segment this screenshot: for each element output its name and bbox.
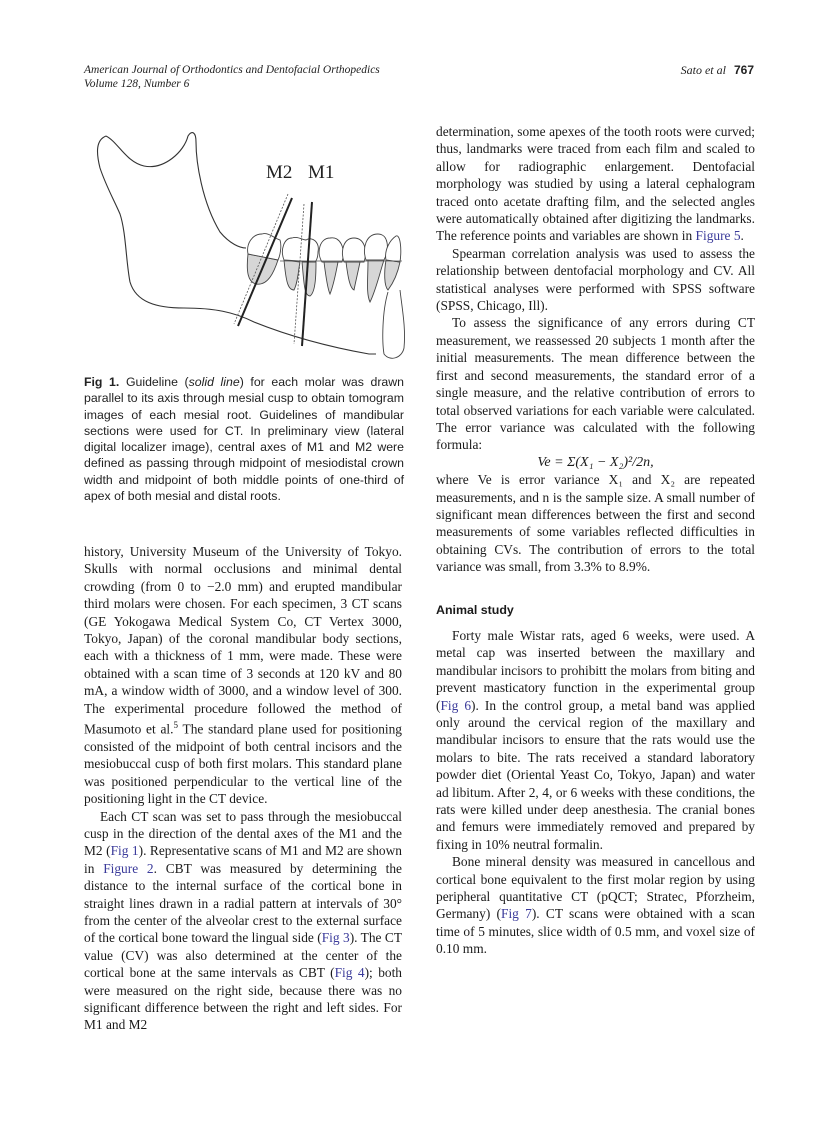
caption-text-rest: ) for each molar was drawn parallel to its axis through mesial cusp to obtain tomogram images of each mesial root. Guidelines of mandibular sections were used for CT. In preliminary view (lateral digital localizer image), central axes of M1 and M2 were defined as passing through midpoint of mesiodistal crown width and midpoint of both middle points of one-third of apex of both mesial and distal roots.	[84, 375, 404, 504]
paragraph	[436, 123, 755, 245]
figure-1-caption	[84, 374, 404, 504]
mandible-illustration	[84, 122, 414, 367]
link-fig-6[interactable]: Fig 6	[440, 697, 472, 713]
text: Forty male Wistar rats, aged 6 weeks, were used. A metal cap was inserted between the maxillary and mandibular incisors to prohibitt the molars from biting and prevent masticatory function in the experimental group (	[436, 627, 755, 713]
text: .	[740, 228, 744, 244]
link-figure-2[interactable]: Figure 2	[103, 860, 154, 876]
journal-volume: Volume 128, Number 6	[84, 78, 190, 90]
running-head	[84, 63, 754, 91]
paragraph	[436, 853, 755, 957]
link-figure-5[interactable]: Figure 5	[695, 228, 741, 244]
page-header-right	[681, 63, 754, 77]
label-m2: M2	[266, 162, 293, 183]
text: determination, some apexes of the tooth roots were curved; thus, landmarks were traced from each film and scaled to allow for radiographic enlargement. Dentofacial morphology was studied by using a lateral cephalogram traced onto acetate drafting film, and the selected angles were automatically obtained after digitizing the landmarks. The reference points and variables are shown in	[436, 124, 755, 244]
left-column	[84, 543, 402, 1034]
paragraph: To assess the significance of any errors during CT measurement, we reassessed 20 subjects 1 month after the initial measurements. The mean difference between the first and second measurements, the standard error of a single measure, and the relative contribution of errors to total observed variations for each variable were calculated. The error variance was calculated with the following formula:	[436, 315, 755, 453]
figure-1-mandible-diagram	[84, 122, 414, 367]
error-variance-formula: Ve = Σ(X₁ − X₂)²/2n,	[537, 454, 654, 470]
text: history, University Museum of the University of Tokyo. Skulls with normal occlusions and minimal dental crowding (from 0 to −2.0 mm) and erupted mandibular third molars were chosen. For each specimen, 3 CT scans (GE Yokogawa Medical System Co, CT Vertex 3000, Tokyo, Japan) of the coronal mandibular body sections, each with a thickness of 1 mm, were made. These were obtained with a scan time of 3 seconds at 120 kV and 80 mA, a window width of 3000, and a window level of 300. The experimental procedure followed the method of Masumoto et al.	[84, 544, 402, 737]
link-fig-1[interactable]: Fig 1	[110, 843, 139, 859]
link-fig-4[interactable]: Fig 4	[334, 965, 365, 981]
label-m1: M1	[308, 162, 335, 183]
text: The standard plane used for positioning consisted of the midpoint of both central incisors and the mesiobuccal cusp of both first molars. This standard plane was positioned perpendicular to the vertical line of the positioning light in the CT device.	[84, 721, 403, 807]
text: . CBT was measured by determining the distance to the internal surface of the cortical bone in straight lines drawn in a radial pattern at intervals of 30° from the center of the alveolar crest to the external surface of the cortical bone toward the lingual side (	[84, 860, 402, 946]
page-number: 767	[733, 63, 754, 77]
caption-text: Guideline (	[119, 375, 189, 389]
section-heading-animal-study: Animal study	[436, 602, 514, 617]
text: ). The CT value (CV) was also determined at the center of the cortical bone at the same intervals as CBT (	[84, 930, 402, 981]
text: Each CT scan was set to pass through the mesiobuccal cusp in the direction of the dental axes of the M1 and the M2 (	[84, 808, 402, 859]
caption-label: Fig 1.	[84, 375, 120, 389]
author-label: Sato et al	[680, 63, 726, 77]
text: ). Representative scans of M1 and M2 are shown in	[84, 843, 402, 876]
link-fig-7[interactable]: Fig 7	[501, 906, 532, 922]
caption-italic: solid line	[188, 375, 240, 389]
paragraph: Spearman correlation analysis was used to assess the relationship between dentofacial morphology and CV. All statistical analyses were performed with SPSS software (SPSS, Chicago, Ill).	[436, 245, 755, 314]
paragraph	[84, 808, 402, 1034]
paragraph: where Ve is error variance X₁ and X₂ are repeated measurements, and n is the sample size. A small number of significant mean differences between the first and second measurements of some variables reflected difficulties in obtaining CVs. The contribution of errors to the total variance was small, from 3.3% to 8.9%.	[436, 472, 755, 575]
text: ). CT scans were obtained with a scan time of 5 minutes, slice width of 0.5 mm, and voxel size of 0.10 mm.	[436, 906, 756, 957]
text: ). In the control group, a metal band was applied only around the cervical region of the maxillary and mandibular incisors to ensure that the rats would use the molars to bite. The rats received a standard laboratory powder diet (Oriental Yeast Co, Tokyo, Japan) and water ad libitum. After 2, 4, or 6 weeks with these conditions, the rats were killed under deep anesthesia. The cranial bones and femurs were immediately removed and prepared by fixing in 10% neutral formalin.	[436, 697, 756, 852]
paragraph	[436, 627, 755, 853]
reference-superscript: 5	[173, 720, 179, 731]
paragraph	[84, 543, 402, 808]
link-fig-3[interactable]: Fig 3	[321, 930, 350, 946]
text: ); both were measured on the right side, because there was no significant difference between the right and left sides. For M1 and M2	[84, 965, 403, 1033]
right-column	[436, 123, 755, 958]
text: Bone mineral density was measured in cancellous and cortical bone equivalent to the first molar region by using peripheral quantitative CT (pQCT; Stratec, Pforzheim, Germany) (	[436, 854, 755, 922]
journal-title: American Journal of Orthodontics and Dentofacial Orthopedics	[84, 64, 380, 76]
